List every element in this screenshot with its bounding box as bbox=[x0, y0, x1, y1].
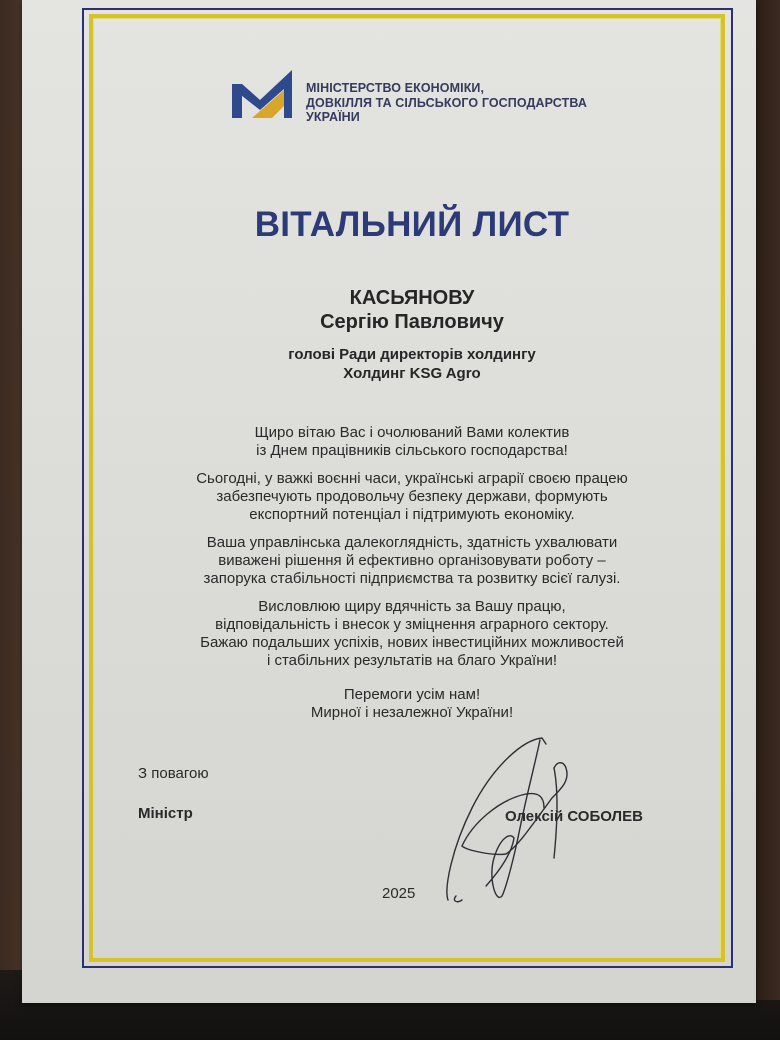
text-line: і стабільних результатів на благо України! bbox=[266, 652, 558, 669]
recipient-surname: КАСЬЯНОВУ bbox=[349, 287, 475, 309]
letter-content bbox=[102, 0, 722, 1000]
text-line: забезпечують продовольчу безпеку держави, формують bbox=[216, 488, 608, 505]
paragraph-wartime bbox=[102, 470, 722, 524]
text-line: Перемоги усім нам! bbox=[343, 686, 481, 703]
ministry-m-logo-icon bbox=[230, 66, 294, 120]
ministry-line-2: ДОВКІЛЛЯ ТА СІЛЬСЬКОГО ГОСПОДАРСТВА bbox=[306, 95, 587, 110]
ministry-line-3: УКРАЇНИ bbox=[306, 110, 360, 124]
recipient-block bbox=[102, 286, 722, 383]
text-line: Мирної і незалежної України! bbox=[310, 704, 514, 721]
text-line: Щиро вітаю Вас і очолюваний Вами колектив bbox=[254, 424, 570, 441]
recipient-position bbox=[102, 345, 722, 383]
signer-role: Міністр bbox=[138, 805, 193, 822]
signature-icon bbox=[442, 728, 582, 908]
paragraph-gratitude bbox=[102, 598, 722, 670]
text-line: Бажаю подальших успіхів, нових інвестиційних можливостей bbox=[200, 634, 624, 651]
text-line: виважені рішення й ефективно організовувати роботу – bbox=[218, 552, 606, 569]
ministry-name bbox=[306, 81, 587, 125]
text-line: запорука стабільності підприємства та розвитку всієї галузі. bbox=[203, 570, 621, 587]
letter-paper bbox=[22, 0, 756, 1003]
text-line: експортний потенціал і підтримують економіку. bbox=[249, 506, 575, 523]
background-table-right bbox=[752, 0, 780, 1000]
text-line: Ваша управлінська далекоглядність, здатність ухвалювати bbox=[206, 534, 618, 551]
signer-name: Олексій СОБОЛЕВ bbox=[505, 808, 643, 825]
recipient-position-line-1: голові Ради директорів холдингу bbox=[288, 346, 536, 363]
letter-year: 2025 bbox=[382, 885, 416, 902]
regards-text: З повагою bbox=[138, 765, 209, 782]
recipient-position-line-2: Холдинг KSG Agro bbox=[343, 365, 481, 382]
document-title: ВІТАЛЬНИЙ ЛИСТ bbox=[254, 205, 570, 244]
paragraph-greeting bbox=[102, 424, 722, 460]
recipient-given-names: Сергію Павловичу bbox=[320, 311, 504, 333]
text-line: Висловлюю щиру вдячність за Вашу працю, bbox=[258, 598, 566, 615]
ministry-line-1: МІНІСТЕРСТВО ЕКОНОМІКИ, bbox=[306, 81, 485, 95]
paragraph-leadership bbox=[102, 534, 722, 588]
text-line: відповідальність і внесок у зміцнення аграрного сектору. bbox=[215, 616, 609, 633]
text-line: Сьогодні, у важкі воєнні часи, українські аграрії своєю працею bbox=[196, 470, 628, 487]
text-line: із Днем працівників сільського господарства! bbox=[256, 442, 568, 459]
letter-body bbox=[102, 424, 722, 732]
closing-wishes bbox=[102, 686, 722, 722]
